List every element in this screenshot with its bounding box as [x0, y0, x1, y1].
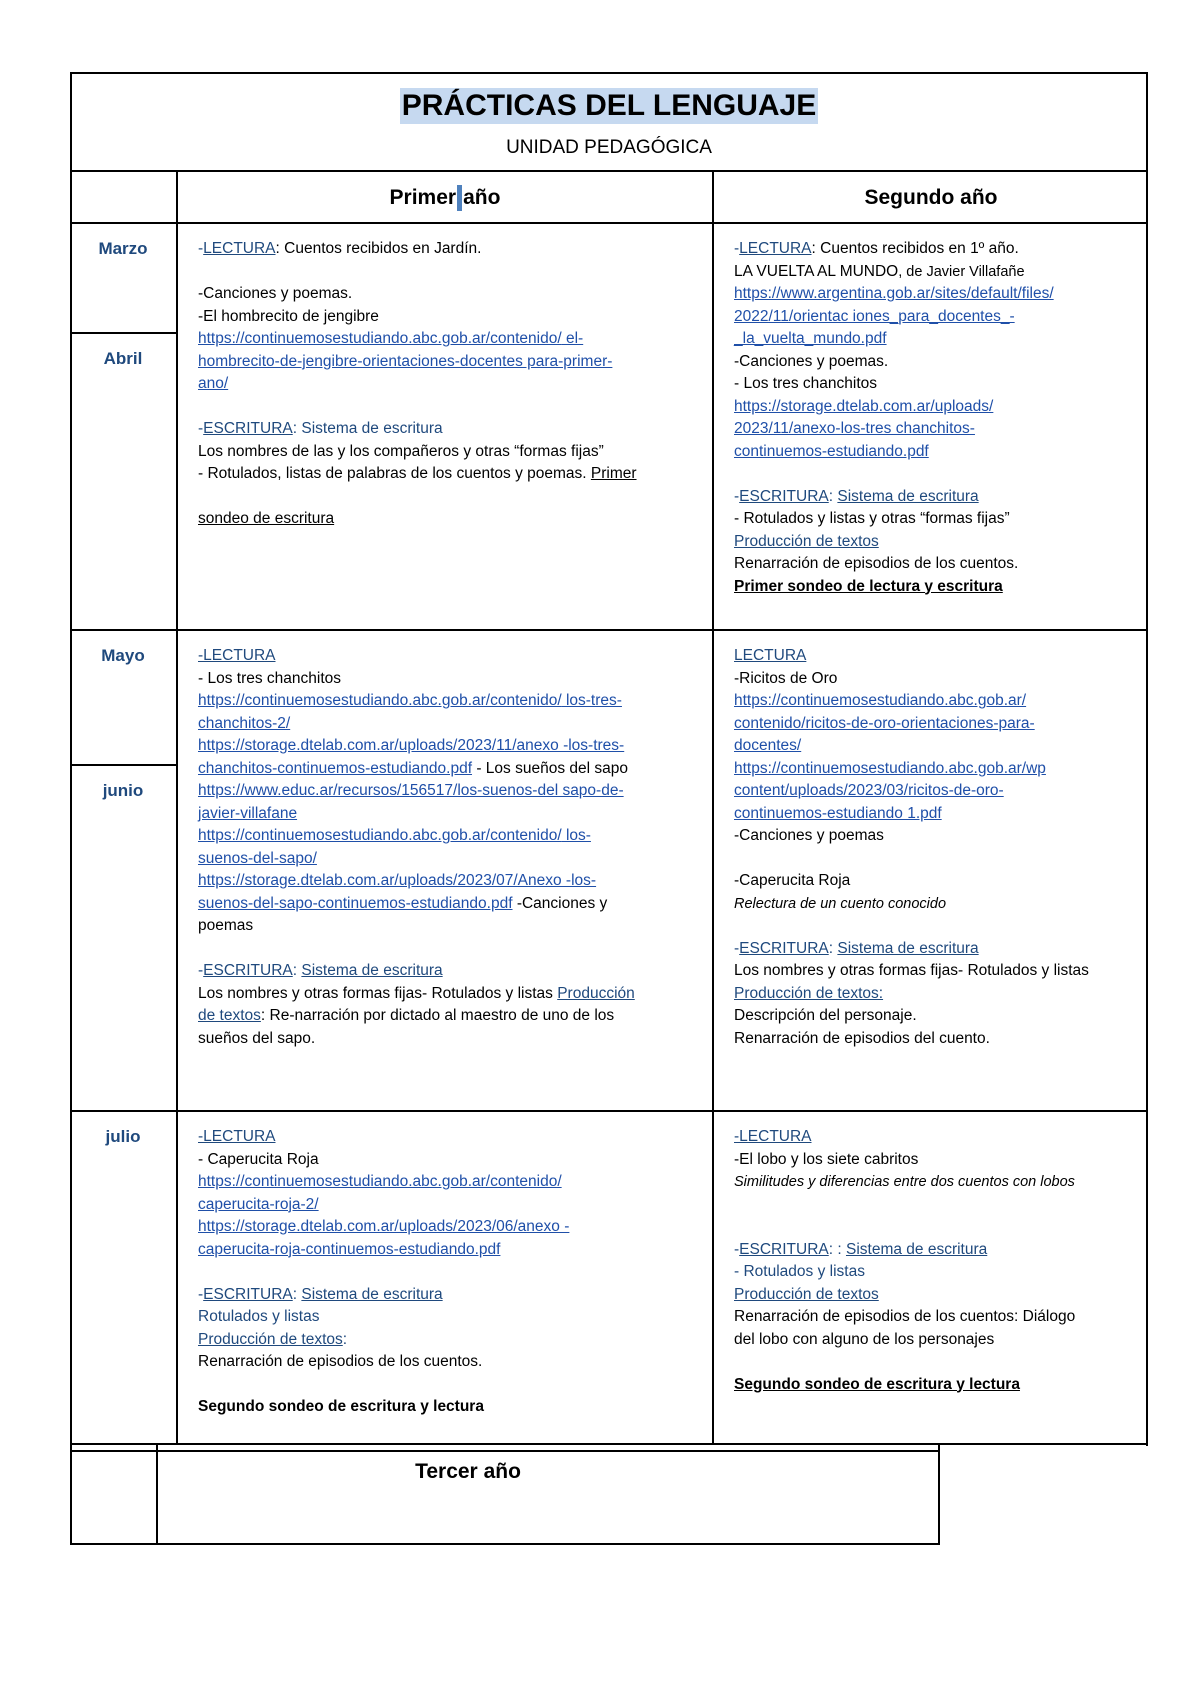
line: sueños del sapo. — [198, 1029, 316, 1047]
dash: - — [198, 962, 204, 979]
link[interactable]: content/uploads/2023/03/ricitos-de-oro- — [734, 782, 1004, 799]
dash: - — [198, 240, 204, 257]
link[interactable]: _la_vuelta_mundo.pdf — [734, 330, 887, 347]
text: , de Javier Villafañe — [898, 263, 1025, 280]
spacer — [734, 1194, 1075, 1217]
cell-mayo-junio-primer — [198, 645, 635, 1050]
line: - Caperucita Roja — [198, 1150, 319, 1168]
spacer — [198, 261, 637, 284]
text: : — [828, 487, 838, 505]
link[interactable]: ano/ — [198, 375, 229, 392]
line — [198, 893, 635, 916]
line: del lobo con alguno de los personajes — [734, 1330, 995, 1348]
line: Producción de textos: — [734, 984, 884, 1002]
link[interactable]: los-tres- — [561, 692, 622, 709]
col-head-tercer: Tercer año — [415, 1460, 521, 1483]
line: Renarración de episodios de los cuentos: Diálogo — [734, 1308, 1076, 1325]
line — [198, 463, 637, 486]
escritura-label: ESCRITURA — [203, 962, 293, 979]
lectura-label: -LECTURA — [198, 1128, 276, 1145]
line: Producción de textos — [734, 532, 879, 550]
link[interactable]: https://storage.dtelab.com.ar/uploads/ — [734, 397, 994, 415]
divider-header — [70, 170, 1148, 172]
link[interactable]: https://www.educ.ar/recursos/156517/los-suenos-del sapo-de- — [198, 782, 624, 799]
link[interactable]: chanchitos-continuemos-estudiando.pdf — [198, 759, 473, 777]
lectura-label: -LECTURA — [734, 1128, 812, 1145]
link[interactable]: caperucita-roja-continuemos-estudiando.pdf — [198, 1240, 501, 1258]
text: -Canciones y — [512, 894, 608, 912]
line — [198, 1005, 635, 1028]
divider-year-cols — [712, 170, 714, 1445]
dash: - — [734, 487, 740, 505]
line: Segundo sondeo de escritura y lectura — [734, 1375, 1020, 1393]
line — [198, 418, 637, 441]
link[interactable]: chanchitos-2/ — [198, 714, 291, 732]
line: -Ricitos de Oro — [734, 669, 838, 687]
text: : Cuentos recibidos en Jardín. — [275, 240, 482, 257]
line — [198, 758, 635, 781]
spacer — [198, 486, 637, 509]
link[interactable]: https://storage.dtelab.com.ar/uploads/2023/11/anexo -los-tres- — [198, 737, 625, 754]
cell-marzo-abril-segundo — [734, 238, 1054, 598]
link[interactable]: https://storage.dtelab.com.ar/uploads/2023/06/anexo - — [198, 1218, 570, 1235]
text: - Los sueños del sapo — [472, 759, 628, 777]
text: : Cuentos recibidos en 1º año. — [811, 240, 1019, 257]
link[interactable]: https://continuemosestudiando.abc.gob.ar/contenido/ — [198, 330, 562, 347]
link[interactable]: https://continuemosestudiando.abc.gob.ar/contenido/ — [198, 692, 562, 709]
line: Relectura de un cuento conocido — [734, 895, 947, 912]
line: -Canciones y poemas. — [734, 352, 889, 370]
line: poemas — [198, 917, 254, 934]
link[interactable]: https://storage.dtelab.com.ar/uploads/2023/07/Anexo -los- — [198, 872, 597, 889]
text: - Rotulados, listas de palabras de los cuentos y poemas. — [198, 465, 591, 482]
line — [198, 1284, 569, 1307]
cell-marzo-abril-primer — [198, 238, 637, 531]
month-mayo: Mayo — [101, 646, 145, 665]
line: sondeo de escritura — [198, 510, 335, 527]
line — [198, 238, 637, 261]
spacer — [734, 463, 1054, 486]
link[interactable]: suenos-del-sapo-continuemos-estudiando.pdf — [198, 894, 513, 912]
line: Descripción del personaje. — [734, 1007, 917, 1024]
col-head-primer-a: Primer — [389, 186, 457, 209]
link[interactable]: 2023/11/anexo-los-tres chanchitos- — [734, 420, 975, 437]
month-junio: junio — [102, 781, 144, 800]
dash: - — [198, 1285, 204, 1303]
line — [198, 690, 635, 713]
link[interactable]: https://continuemosestudiando.abc.gob.ar/contenido/ — [198, 827, 562, 844]
text: : — [828, 939, 838, 957]
divider-colheads — [70, 222, 1148, 224]
link[interactable]: 2022/11/orientac iones_para_docentes_- — [734, 307, 1015, 325]
month-abril: Abril — [103, 349, 143, 368]
link[interactable]: los- — [561, 827, 591, 844]
col-head-primer-b: año — [463, 186, 501, 209]
line: Renarración de episodios de los cuentos. — [198, 1353, 483, 1370]
line — [734, 261, 1054, 284]
text: : — [342, 1330, 348, 1348]
divider-row2 — [70, 1110, 1148, 1112]
line: -El lobo y los siete cabritos — [734, 1150, 919, 1168]
divider-month-col — [176, 170, 178, 1445]
spacer — [198, 1374, 569, 1397]
lectura-label: LECTURA — [739, 240, 812, 257]
line: -Canciones y poemas — [734, 827, 884, 844]
text: : Sistema de escritura — [292, 420, 443, 437]
text: de textos — [198, 1007, 261, 1024]
line: Producción de textos — [734, 1285, 879, 1303]
text: : Re-narración por dictado al maestro de uno de los — [260, 1007, 615, 1024]
divider-marzo-abril — [70, 332, 176, 334]
line — [734, 1239, 1075, 1262]
line — [198, 1329, 569, 1352]
text-cursor — [457, 185, 462, 211]
line — [198, 328, 637, 351]
text: LA VUELTA AL MUNDO — [734, 262, 899, 280]
line — [734, 938, 1089, 961]
line — [198, 983, 635, 1006]
divider-row1 — [70, 629, 1148, 631]
dash: - — [734, 240, 740, 257]
lectura-label: -LECTURA — [198, 647, 276, 664]
link[interactable]: javier-villafane — [198, 804, 298, 822]
month-julio: julio — [105, 1127, 141, 1146]
col-head-segundo: Segundo año — [864, 186, 998, 209]
text: Producción de textos — [198, 1330, 343, 1348]
line: - Los tres chanchitos — [198, 669, 342, 687]
escritura-label: ESCRITURA — [739, 939, 829, 957]
text: Sistema de escritura — [837, 487, 979, 505]
link[interactable]: https://continuemosestudiando.abc.gob.ar/contenido/ — [198, 1173, 562, 1190]
link[interactable]: docentes/ — [734, 737, 802, 754]
line — [734, 486, 1054, 509]
text: Los nombres y otras formas fijas- Rotulados y listas — [198, 984, 558, 1002]
line: Segundo sondeo de escritura y lectura — [198, 1398, 484, 1415]
page-subtitle: UNIDAD PEDAGÓGICA — [506, 137, 712, 158]
text: Sistema de escritura — [845, 1240, 988, 1258]
text: : — [292, 1285, 302, 1303]
line: -Caperucita Roja — [734, 872, 851, 889]
escritura-label: ESCRITURA — [203, 1285, 293, 1303]
line: - Rotulados y listas y otras “formas fijas” — [734, 510, 1010, 527]
line: Renarración de episodios del cuento. — [734, 1029, 990, 1047]
spacer — [734, 848, 1089, 871]
line: -El hombrecito de jengibre — [198, 307, 379, 325]
link[interactable]: el- — [561, 330, 584, 347]
text: Sistema de escritura — [837, 939, 979, 957]
cell-mayo-junio-segundo — [734, 645, 1089, 1050]
link[interactable]: continuemos-estudiando 1.pdf — [734, 804, 942, 822]
text: Producción — [557, 984, 635, 1002]
lectura-label: LECTURA — [203, 240, 276, 257]
col-head-primer — [178, 184, 712, 212]
link[interactable]: https://www.argentina.gob.ar/sites/default/files/ — [734, 285, 1054, 302]
line — [198, 960, 635, 983]
line: - Rotulados y listas — [734, 1263, 865, 1280]
title-wrap — [70, 88, 1148, 124]
spacer — [734, 1216, 1075, 1239]
line — [734, 238, 1054, 261]
dash: - — [734, 939, 740, 957]
line: Renarración de episodios de los cuentos. — [734, 555, 1019, 572]
escritura-label: ESCRITURA — [203, 420, 293, 437]
escritura-label: ESCRITURA — [739, 1240, 829, 1258]
page-title: PRÁCTICAS DEL LENGUAJE — [401, 89, 817, 122]
line: Los nombres de las y los compañeros y otras “formas fijas” — [198, 442, 604, 460]
link[interactable]: suenos-del-sapo/ — [198, 849, 317, 867]
link[interactable]: https://continuemosestudiando.abc.gob.ar/wp — [734, 759, 1046, 777]
text: Sistema de escritura — [301, 1285, 443, 1303]
spacer — [198, 396, 637, 419]
text: Primer — [590, 465, 637, 482]
link[interactable]: https://continuemosestudiando.abc.gob.ar/ — [734, 692, 1027, 709]
line: Rotulados y listas — [198, 1308, 320, 1325]
line: -Canciones y poemas. — [198, 285, 353, 302]
text: : : — [828, 1240, 846, 1258]
frame-gap — [940, 1446, 1150, 1454]
dash: - — [198, 420, 204, 437]
escritura-label: ESCRITURA — [739, 487, 829, 505]
spacer — [198, 938, 635, 961]
cell-julio-segundo — [734, 1126, 1075, 1396]
lectura-label: LECTURA — [734, 647, 807, 664]
link[interactable]: hombrecito-de-jengibre-orientaciones-docentes para-primer- — [198, 352, 613, 370]
spacer — [734, 915, 1089, 938]
divider-mayo-junio — [70, 764, 176, 766]
text: Sistema de escritura — [301, 962, 443, 979]
dash: - — [734, 1240, 740, 1258]
link[interactable]: caperucita-roja-2/ — [198, 1195, 319, 1213]
link[interactable]: contenido/ricitos-de-oro-orientaciones-para- — [734, 714, 1035, 732]
link[interactable]: continuemos-estudiando.pdf — [734, 442, 929, 460]
text: : — [292, 962, 302, 979]
line — [198, 825, 635, 848]
spacer — [198, 1261, 569, 1284]
spacer — [734, 1351, 1075, 1374]
line: - Los tres chanchitos — [734, 375, 878, 392]
line: Los nombres y otras formas fijas- Rotulados y listas — [734, 962, 1089, 979]
line: Primer sondeo de lectura y escritura — [734, 577, 1003, 595]
line: Similitudes y diferencias entre dos cuentos con lobos — [734, 1174, 1075, 1190]
cell-julio-primer — [198, 1126, 569, 1419]
month-marzo: Marzo — [98, 239, 148, 258]
